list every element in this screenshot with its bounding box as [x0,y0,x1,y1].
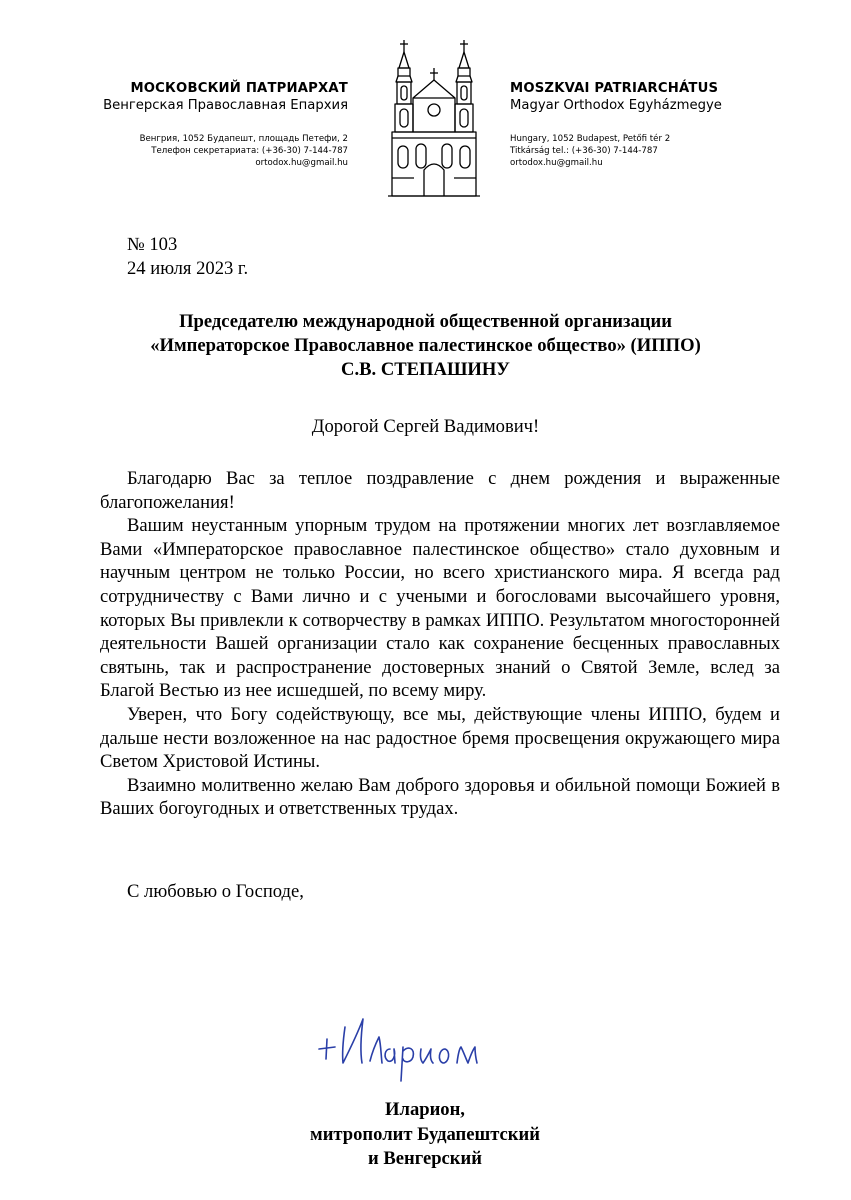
letter-body [100,467,780,821]
phone-line: Телефон секретариата: (+36-30) 7-144-787 [151,146,348,156]
signer-name: Иларион, [385,1099,465,1120]
org-name-hu: MOSZKVAI PATRIARCHÁTUS [510,81,719,96]
letter-date: 24 июля 2023 г. [127,258,249,279]
handwritten-signature [315,1005,505,1083]
address-block-hu [510,133,830,169]
greeting: Дорогой Сергей Вадимович! [311,416,540,437]
church-cathedral-icon [386,38,482,200]
signer-title: митрополит Будапештский [310,1123,540,1145]
letterhead-right [510,80,830,169]
address-line: Венгрия, 1052 Будапешт, площадь Петефи, 2 [139,134,348,144]
eparchy-name-ru: Венгерская Православная Епархия [103,98,348,113]
email-line: ortodox.hu@gmail.hu [255,158,348,168]
phone-line: Titkárság tel.: (+36-30) 7-144-787 [510,146,658,156]
letterhead-left [28,80,348,169]
signer-title: и Венгерский [368,1148,482,1169]
body-paragraph: Вашим неустанным упорным трудом на протяжении многих лет возглавляемое Вами «Императорское православное палестинское общество» стало духовным и научным центром не только России, но всего христианского мира. Я всегда рад сотрудничеству с Вами лично и с учеными и богословами высочайшего уровня, которых Вы привлекли к сотворчеству в рамках ИППО. Результатом многосторонней деятельности Вашей организации стало как сохранение бесценных православных святынь, так и распространение достоверных знаний о Святой Земле, вслед за Благой Вестью из нее исшедшей, по всему миру. [100,515,780,702]
address-block-ru [28,133,348,169]
address-line: Hungary, 1052 Budapest, Petőfi tér 2 [510,134,671,144]
email-line: ortodox.hu@gmail.hu [510,158,603,168]
closing-line: С любовью о Господе, [127,881,304,902]
org-name-ru: МОСКОВСКИЙ ПАТРИАРХАТ [130,81,348,96]
letter-reference [127,233,248,281]
body-paragraph: Уверен, что Богу содействующу, все мы, действующие члены ИППО, будем и дальше нести возложенное на нас радостное бремя просвещения окружающего мира Светом Христовой Истины. [100,703,780,773]
letter-number: № 103 [127,234,178,255]
body-paragraph: Благодарю Вас за теплое поздравление с днем рождения и выраженные благопожелания! [100,468,780,513]
addressee-line: «Императорское Православное палестинское общество» (ИППО) [150,335,701,356]
body-paragraph: Взаимно молитвенно желаю Вам доброго здоровья и обильной помощи Божией в Ваших богоугодных и ответственных трудах. [100,774,780,820]
addressee-line: Председателю международной общественной организации [179,311,672,332]
addressee-block [100,310,751,382]
addressee-name: С.В. СТЕПАШИНУ [341,359,510,380]
signer-block [250,1098,600,1172]
eparchy-name-hu: Magyar Orthodox Egyházmegye [510,98,722,113]
